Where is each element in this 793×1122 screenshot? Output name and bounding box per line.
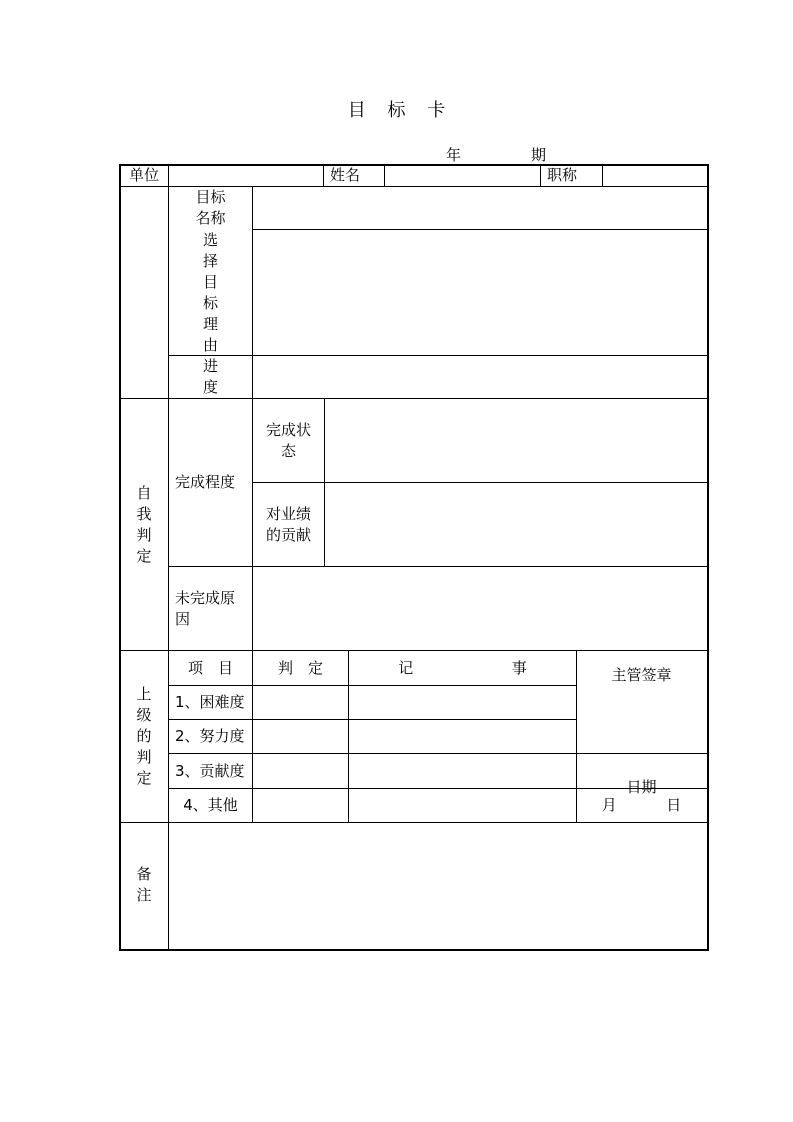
unit-label: 单位 <box>128 166 159 184</box>
title-char-2: 标 <box>387 100 406 121</box>
unit-field[interactable] <box>169 165 323 186</box>
item-other: 4、其他 <box>183 796 238 814</box>
progress-field[interactable] <box>253 356 706 398</box>
col-sign-header: 主管签章 <box>611 665 672 684</box>
position-label: 职称 <box>547 166 578 184</box>
name-label: 姓名 <box>330 166 361 184</box>
goal-name-field[interactable] <box>253 187 706 229</box>
item-contribution: 3、贡献度 <box>175 761 245 780</box>
record-field[interactable] <box>349 789 576 822</box>
date-field[interactable] <box>577 789 706 822</box>
judge-field[interactable] <box>253 686 348 719</box>
col-item-header: 项 目 <box>187 658 233 677</box>
item-effort: 2、努力度 <box>175 727 245 745</box>
contribution-field[interactable] <box>325 483 706 566</box>
incomplete-reason-label: 未完成原 因 <box>175 588 236 628</box>
title-char-3: 卡 <box>427 100 446 121</box>
year-blank[interactable] <box>384 148 446 165</box>
term-blank[interactable] <box>461 148 531 165</box>
position-field[interactable] <box>603 165 707 186</box>
progress-label: 进 度 <box>202 357 218 396</box>
superior-eval-label: 上 级 的 判 定 <box>136 685 152 787</box>
col-judge-header: 判 定 <box>277 658 323 677</box>
month-label: 月 <box>601 796 617 814</box>
remarks-label: 备 注 <box>136 865 152 904</box>
sign-field[interactable] <box>577 686 706 753</box>
completion-status-field[interactable] <box>325 399 706 482</box>
page-title <box>0 96 793 122</box>
year-label: 年 <box>446 146 462 164</box>
judge-field[interactable] <box>253 754 348 788</box>
incomplete-reason-field[interactable] <box>253 567 706 650</box>
record-field[interactable] <box>349 686 576 719</box>
contribution-label: 对业绩 的贡献 <box>265 504 311 544</box>
completion-degree-label: 完成程度 <box>175 473 236 491</box>
completion-status-label: 完成状 态 <box>265 420 311 460</box>
record-field[interactable] <box>349 720 576 753</box>
remarks-field[interactable] <box>169 823 706 947</box>
judge-field[interactable] <box>253 789 348 822</box>
item-difficulty: 1、困难度 <box>175 693 245 711</box>
date-label: 日期 <box>626 778 657 796</box>
title-char-1: 目 <box>347 100 366 121</box>
col-record-header: 记 事 <box>398 658 527 677</box>
term-label: 期 <box>531 146 547 164</box>
judge-field[interactable] <box>253 720 348 753</box>
record-field[interactable] <box>349 754 576 788</box>
period-line <box>384 144 546 165</box>
name-field[interactable] <box>385 165 540 186</box>
reason-label: 选 择 目 标 理 由 <box>202 230 218 354</box>
day-label: 日 <box>666 796 682 814</box>
self-eval-label: 自 我 判 定 <box>136 483 152 565</box>
goal-name-label: 目标 名称 <box>195 188 226 227</box>
reason-field[interactable] <box>253 230 706 355</box>
